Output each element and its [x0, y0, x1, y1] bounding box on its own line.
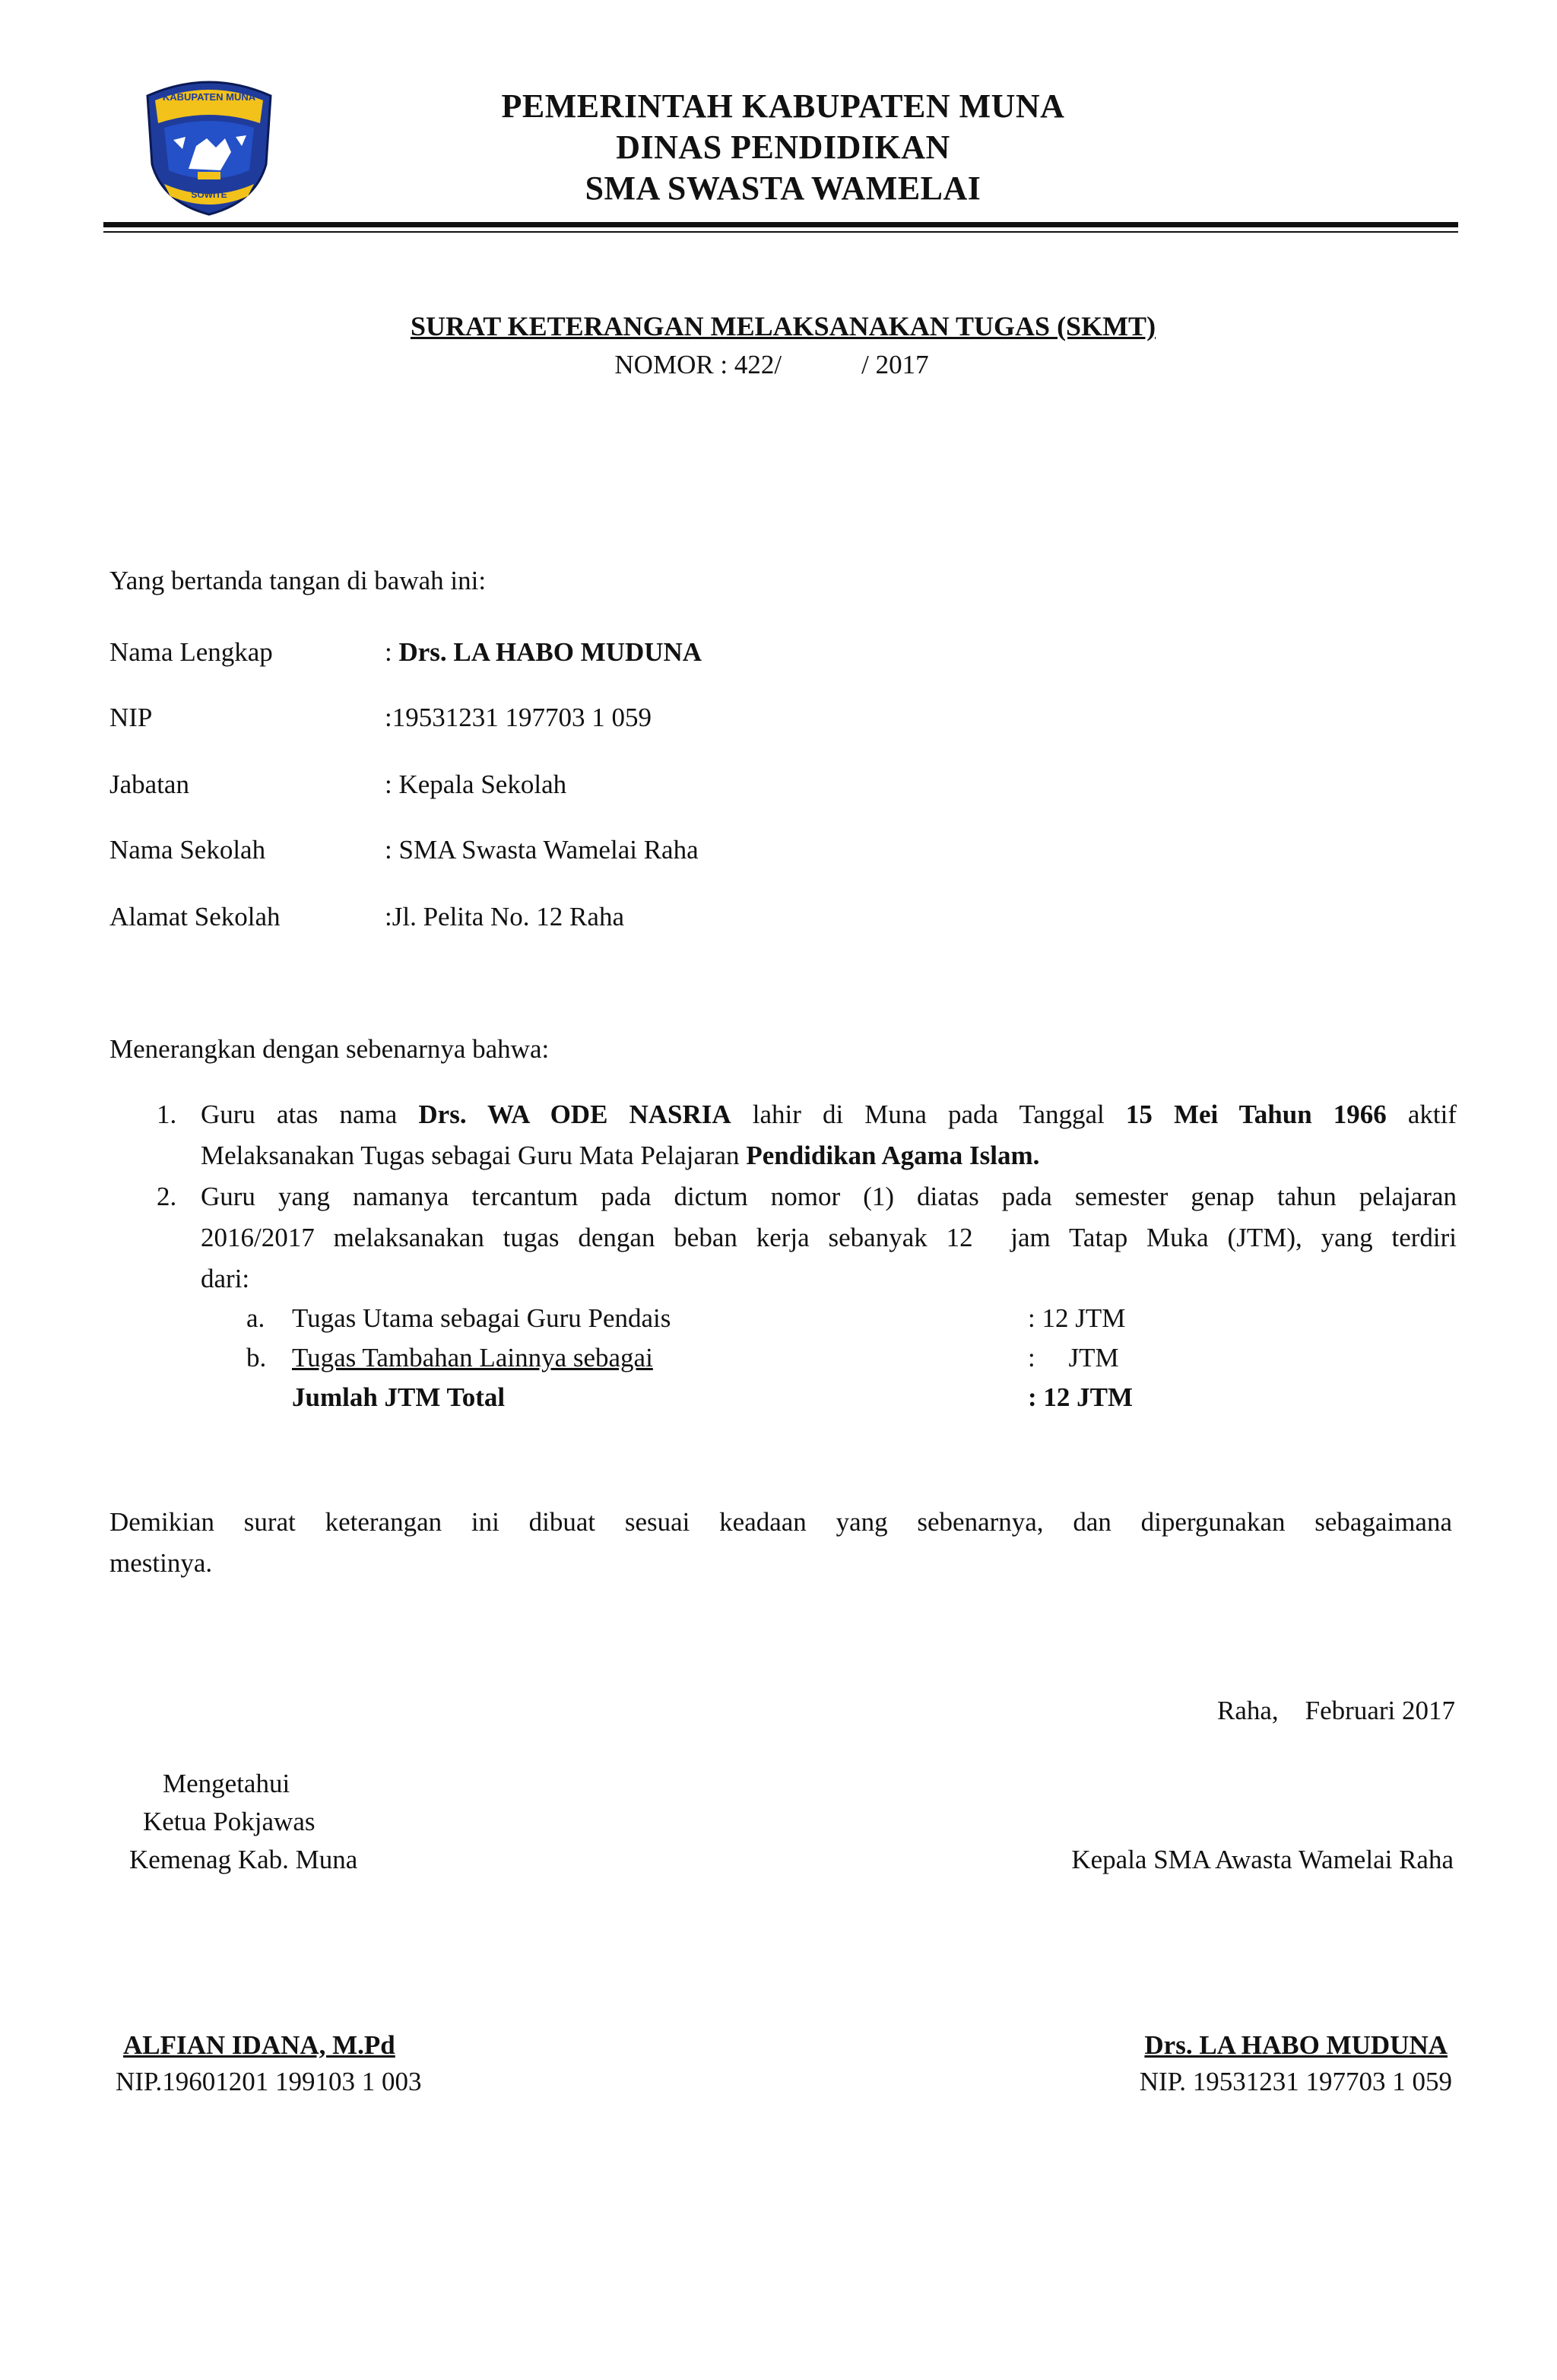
workload-label: Tugas Utama sebagai Guru Pendais [292, 1303, 671, 1333]
field-label: Jabatan [109, 770, 189, 799]
total-label: Jumlah JTM Total [292, 1382, 506, 1412]
logo-lettering-top: KABUPATEN MUNA [162, 91, 256, 103]
letterhead-divider-thin [103, 231, 1458, 233]
workload-letter: b. [246, 1343, 267, 1372]
closing-line1: Demikian surat keterangan ini dibuat sesuai keadaan yang sebenarnya, dan dipergunakan sebagaimana [109, 1507, 1452, 1537]
workload-value: : 12 JTM [1028, 1303, 1126, 1333]
regency-emblem-logo [141, 73, 277, 216]
left-sig-nip: NIP.19601201 199103 1 003 [116, 2067, 422, 2096]
item2-line2: 2016/2017 melaksanakan tugas dengan beban kerja sebanyak 12 jam Tatap Muka (JTM), yang terdiri [201, 1223, 1457, 1252]
field-label: Alamat Sekolah [109, 902, 281, 931]
letterhead-school: SMA SWASTA WAMELAI [585, 170, 981, 207]
field-value: : Drs. LA HABO MUDUNA [385, 637, 702, 667]
item2-line1: Guru yang namanya tercantum pada dictum nomor (1) diatas pada semester genap tahun pelajaran [201, 1182, 1457, 1211]
total-value: : 12 JTM [1028, 1382, 1134, 1412]
document-title: SURAT KETERANGAN MELAKSANAKAN TUGAS (SKMT) [410, 311, 1156, 341]
field-value: :Jl. Pelita No. 12 Raha [385, 902, 624, 931]
left-sig-line3: Kemenag Kab. Muna [129, 1845, 358, 1874]
left-sig-name: ALFIAN IDANA, M.Pd [123, 2030, 395, 2060]
list-number: 1. [157, 1100, 177, 1129]
right-sig-name: Drs. LA HABO MUDUNA [1144, 2030, 1448, 2060]
field-label: NIP [109, 703, 153, 732]
item1-line2: Melaksanakan Tugas sebagai Guru Mata Pelajaran Pendidikan Agama Islam. [201, 1141, 1040, 1170]
intro-text: Yang bertanda tangan di bawah ini: [109, 566, 487, 595]
statement-text: Menerangkan dengan sebenarnya bahwa: [109, 1034, 550, 1064]
item1-line1: Guru atas nama Drs. WA ODE NASRIA lahir di Muna pada Tanggal 15 Mei Tahun 1966 aktif [201, 1100, 1457, 1129]
field-label: Nama Sekolah [109, 835, 266, 865]
workload-value: : JTM [1028, 1343, 1119, 1372]
workload-letter: a. [246, 1303, 265, 1333]
document-number: NOMOR : 422/ / 2017 [614, 350, 929, 379]
letterhead-government: PEMERINTAH KABUPATEN MUNA [501, 87, 1065, 125]
right-sig-nip: NIP. 19531231 197703 1 059 [1139, 2067, 1452, 2096]
right-sig-title: Kepala SMA Awasta Wamelai Raha [1071, 1845, 1454, 1874]
place-date: Raha, Februari 2017 [1217, 1696, 1455, 1725]
field-value: : Kepala Sekolah [385, 770, 567, 799]
workload-label: Tugas Tambahan Lainnya sebagai [292, 1343, 653, 1372]
letterhead-department: DINAS PENDIDIKAN [616, 129, 950, 166]
logo-lettering-bottom: SOWITE [191, 189, 227, 200]
field-value: : SMA Swasta Wamelai Raha [385, 835, 699, 865]
closing-line2: mestinya. [109, 1548, 213, 1578]
left-sig-line2: Ketua Pokjawas [143, 1807, 316, 1836]
item2-line3: dari: [201, 1264, 250, 1293]
letterhead-divider-thick [103, 222, 1458, 227]
list-number: 2. [157, 1182, 177, 1211]
left-sig-line1: Mengetahui [163, 1769, 290, 1798]
field-value: :19531231 197703 1 059 [385, 703, 652, 732]
field-label: Nama Lengkap [109, 637, 273, 667]
